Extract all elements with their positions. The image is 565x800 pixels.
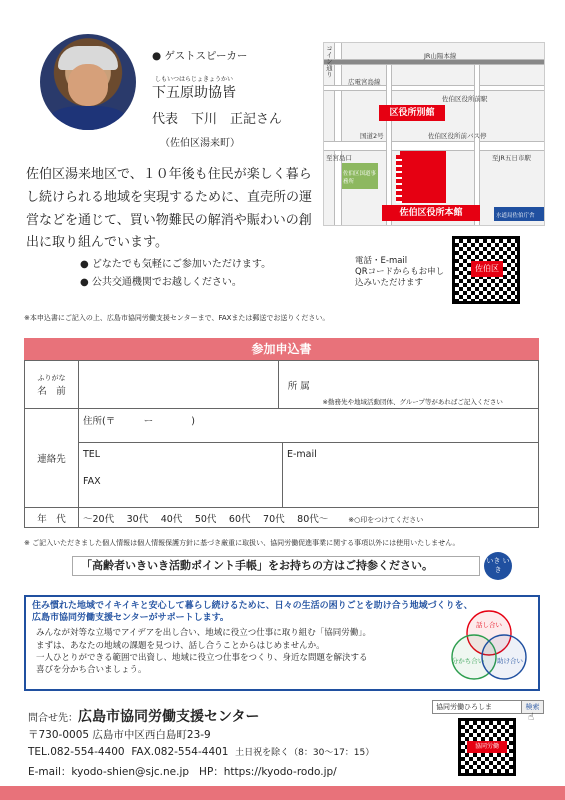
speaker-title: 代表 下川 正記さん — [152, 112, 283, 127]
intro-text: 佐伯区湯来地区で、１０年後も住民が楽しく暮らし続けられる地域を実現するために、直売所の運営などを通じて、買い物難民の解消や賑わいの創出に取り組んでいます。 — [26, 167, 313, 251]
affil-field[interactable]: ※勤務先や地域活動団体、グループ等があればご記入ください — [319, 361, 539, 409]
speaker-place: （佐伯区湯来町） — [160, 138, 240, 149]
tel-fax-field[interactable]: TEL FAX — [79, 443, 283, 507]
map-annex: 区役所別館 — [379, 105, 445, 121]
submit-note: ※本申込書にご記入の上、広島市協同労働支援センターまで、FAXまたは郵送でお送りください。 — [24, 314, 330, 322]
contact-heading: 問合せ先：広島市協同労働支援センター — [28, 709, 260, 725]
speaker-ruby: しもいつはらじょきょうかい — [155, 76, 234, 83]
form-title: 参加申込書 — [24, 338, 539, 360]
qr-caption: 電話・E-mail QRコードからもお申し込みいただけます — [355, 256, 445, 289]
contact-address: 〒730-0005 広島市中区西白島町23-9 — [28, 729, 211, 741]
map-main-office: 佐伯区役所本館 — [382, 205, 480, 221]
email-field[interactable]: E-mail — [287, 449, 317, 460]
svg-text:助け合い: 助け合い — [497, 657, 523, 665]
search-box[interactable]: 協同労働ひろしま 検索 — [432, 700, 544, 714]
age-options[interactable]: 〜20代 30代 40代 50代 60代 70代 80代〜 ※○印をつけてください — [79, 508, 539, 528]
center-qr-badge: 協同労働 — [467, 741, 507, 753]
note-2: ● 公共交通機関でお越しください。 — [80, 277, 242, 288]
handbook-badge: いき いき — [484, 552, 512, 580]
contact-email[interactable]: E-mail：kyodo-shien@sjc.ne.jp — [28, 766, 190, 778]
privacy-note: ※ ご記入いただきました個人情報は個人情報保護方針に基づき厳重に取扱い、協同労働促進事業に関する事項以外には使用いたしません。 — [24, 539, 460, 547]
age-label: 年 代 — [25, 508, 79, 528]
address-field[interactable]: 住所(〒 ー ) — [79, 409, 538, 443]
contact-label: 連絡先 — [25, 409, 79, 508]
svg-text:分かち合い: 分かち合い — [451, 657, 485, 665]
cursor-icon: ☝ — [528, 712, 535, 723]
location-map: 区役所別館 佐伯区役所本館 JR山陽本線 広電宮島線 コイン通り 佐伯区役所前駅 国道2号 佐伯区役所前バス停 至宮島口 至JR五日市駅 佐伯区国道事務所 水道局佐伯庁舎 — [323, 42, 545, 226]
handbook-note: 「高齢者いきいき活動ポイント手帳」をお持ちの方はご持参ください。 — [72, 556, 480, 576]
qr-badge: 佐伯区 — [471, 261, 503, 277]
name-field[interactable] — [79, 361, 279, 409]
search-button[interactable]: 検索 — [521, 701, 543, 713]
svg-text:話し合い: 話し合い — [476, 621, 502, 629]
contact-hp[interactable]: HP：https://kyodo-rodo.jp/ — [199, 766, 337, 778]
affil-label: 所 属 — [279, 361, 319, 409]
contact-web — [28, 764, 337, 779]
speaker-heading: ● ゲストスピーカー — [152, 50, 248, 62]
contact-phones: TEL.082-554-4400 FAX.082-554-4401 土日祝を除く（8：30〜17：15） — [28, 746, 375, 758]
center-qr-code[interactable] — [458, 718, 516, 776]
venn-diagram — [444, 605, 534, 687]
footer-bar — [0, 786, 565, 800]
note-1: ● どなたでも気軽にご参加いただけます。 — [80, 259, 272, 270]
apply-qr-code[interactable] — [452, 236, 520, 304]
speaker-org: 下五原助協皆 — [152, 85, 236, 101]
application-form: 参加申込書 ふりがな 名 前 所 属 ※勤務先や地域活動団体、グループ等があればご記入ください 連絡先 住所(〒 ー ) TEL FAX E-mail 年 代 〜20代 30代 40代 50代 60代 70代 80代〜 ※○印をつけてください — [24, 338, 539, 528]
support-box: 住み慣れた地域でイキイキと安心して暮らし続けるために、日々の生活の困りごとを助け合う地域づくりを、 広島市協同労働支援センターがサポートします。 みんなが対等な立場でアイデアを出し合い、地域に役立つ仕事に取り組む「協同労働」。 まずは、あなたの地域の課題を見つけ、話し合うことからはじめませんか。 一人ひとりができる範囲で出資し、地域に役立つ仕事をつくり、身近な問題を解決する 喜びを分かち合いましょう。 話し合い 分かち合い 助け合い — [24, 595, 540, 691]
speaker-photo — [40, 34, 136, 130]
